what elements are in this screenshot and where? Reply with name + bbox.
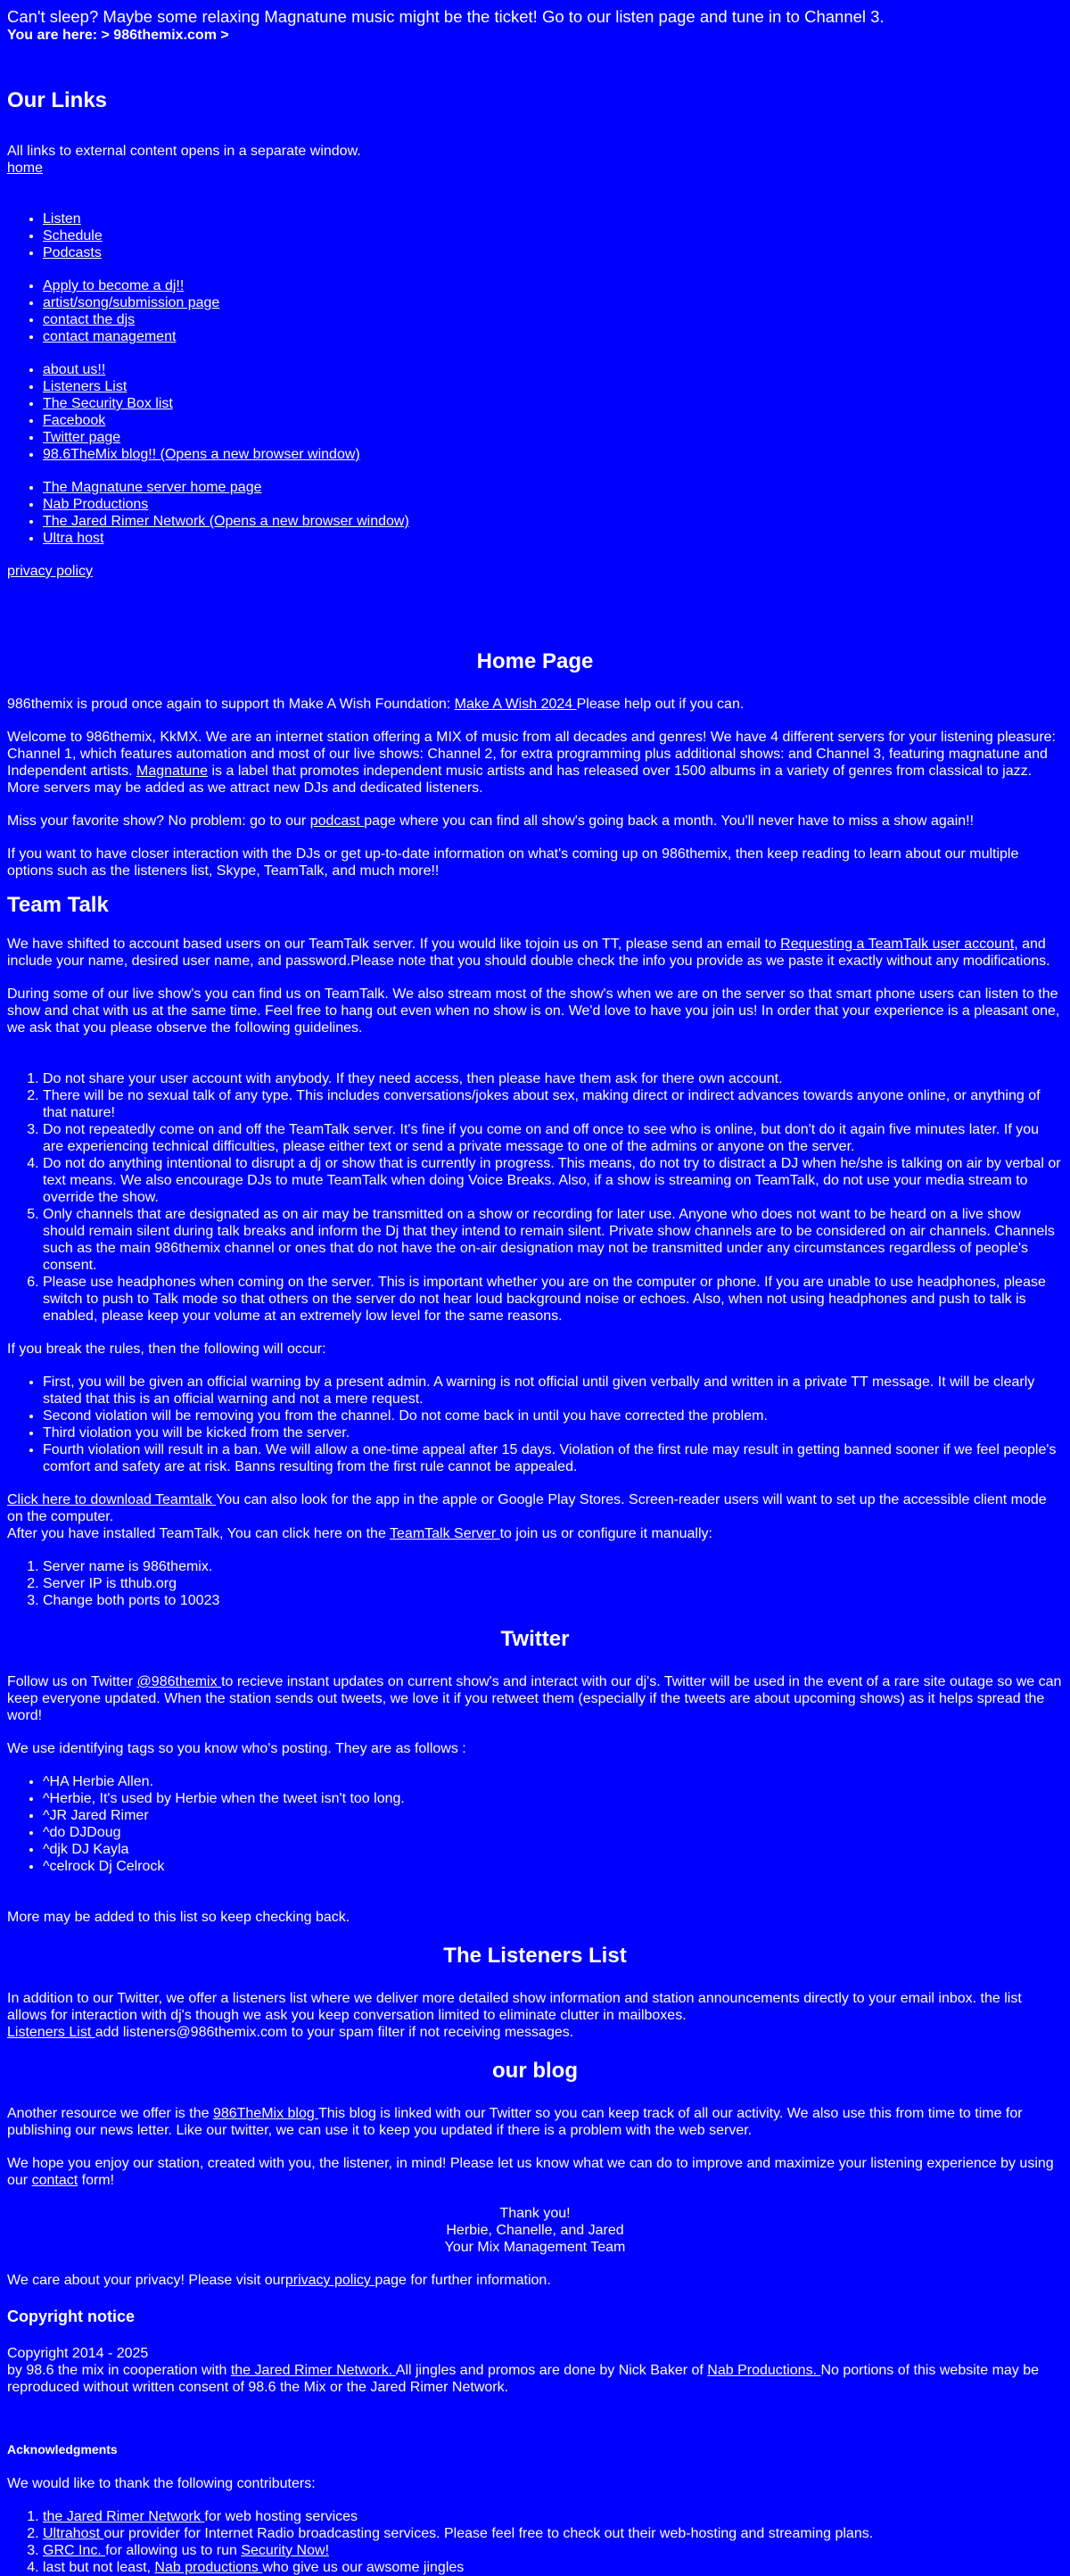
penalty-item: • Second violation will be removing you from the channel. Do not come back in until you have corrected the problem. [43,1408,1063,1424]
acknowledgments-heading: Acknowledgments [7,2442,118,2456]
privacy-policy-link[interactable]: privacy policy [7,564,94,579]
contact-paragraph: We hope you enjoy our station, created with you, the listener, in mind! Please let us know what we can do to improve and maximize your listening experience by using our contact form! [7,2156,1054,2188]
download-teamtalk-link[interactable]: Click here to download Teamtalk [7,1492,217,1507]
penalty-item: • Third violation you will be kicked from the server. [43,1424,1063,1441]
contributor-jared-rimer-link[interactable]: the Jared Rimer Network [43,2509,205,2524]
our-links-heading: Our Links [7,88,108,112]
twitter-heading: Twitter [500,1627,570,1651]
nav-group-partners [7,479,1063,547]
nav-item [43,378,1063,395]
rule-item: 1. Do not share your user account with anybody. If they need access, then please have them ask for there own account. [43,1070,1063,1087]
listeners-list-link[interactable]: Listeners List [7,2025,95,2040]
home-link[interactable]: home [7,161,44,176]
contributor-grc-link[interactable]: GRC Inc. [43,2543,106,2558]
contributor-ultrahost-link[interactable]: Ultrahost [43,2526,104,2541]
podcast-link[interactable]: podcast [309,813,365,829]
config-item: 3. Change both ports to 10023 [43,1592,1063,1609]
welcome-paragraph: Welcome to 986themix, KkMX. We are an internet station offering a MIX of music from all decades and genres! We have 4 different servers for your listening pleasure: Channel 1, which features automation and most of our live shows: Channel 2, for extra programming plus additional shows: and Channel 3, featuring magnatune and Independent artists. Magnatune is a label that promotes independent music artists and has released over 1500 albums in a variety of genres from classical to jazz. More servers may be added as we attract new DJs and dedicated listeners. [7,730,1056,796]
nav-item [43,513,1063,530]
tag-item: • ^Herbie, It's used by Herbie when the tweet isn't too long. [43,1790,1063,1807]
jared-rimer-network-link[interactable]: the Jared Rimer Network. [230,2363,396,2378]
nav-item [43,412,1063,429]
breadcrumb: You are here: > 986themix.com > [7,28,229,43]
config-item: 2. Server IP is tthub.org [43,1575,1063,1592]
nav-item-link[interactable]: Twitter page [43,430,121,445]
nav-item [43,479,1063,496]
top-message: Can't sleep? Maybe some relaxing Magnatune music might be the ticket! Go to our listen page and tune in to Channel 3. [7,7,885,26]
nav-item-link[interactable]: artist/song/submission page [43,295,220,310]
external-links-note: All links to external content opens in a separate window. [7,144,361,159]
teamtalk-guidelines-intro: During some of our live show's you can find us on TeamTalk. We also stream most of the show's when we are on the server so that smart phone users can listen to the show and chat with us at the same time. Feel free to hang out even when no show is on. We'd love to have you join us! In order that your experience is a pleasant one, we ask that you please observe the following guidelines. [7,987,1060,1036]
contributor-item: 1. the Jared Rimer Network for web hosting services [43,2508,1063,2525]
blog-heading: our blog [492,2059,578,2083]
nav-item [43,395,1063,412]
rule-item: 5. Only channels that are designated as on air may be transmitted on a show or recording for later use. Anyone who does not want to be heard on a live show should remain silent during talk breaks and inform the Dj that they intend to remain silent. Private show channels are to be considered on air channels. Channels such as the main 986themix channel or ones that do not have the on-air designation may not be transmitted under any circumstances regardless of people's consent. [43,1206,1063,1274]
thank-you-text: Thank you! [499,2206,571,2221]
break-rules-intro: If you break the rules, then the following will occur: [7,1342,326,1357]
twitter-paragraph: Follow us on Twitter @986themix to recieve instant updates on current show's and interact with our dj's. Twitter will be used in the event of a rare site outage so we can keep everyone updated. When the station sends out tweets, we love it if you retweet them (especially if the tweets are about upcoming shows) as it helps spread the word! [7,1674,1062,1723]
signature-names: Herbie, Chanelle, and Jared [446,2223,624,2238]
teamtalk-server-link[interactable]: TeamTalk Server [390,1526,500,1541]
nav-item-link[interactable]: Ultra host [43,531,104,546]
contributor-item: 3. GRC Inc. for allowing us to run Security Now! [43,2542,1063,2559]
nav-item-link[interactable]: The Jared Rimer Network (Opens a new browser window) [43,514,409,529]
nav-group-participate [7,277,1063,345]
management-team-text: Your Mix Management Team [444,2240,626,2255]
nav-item-link[interactable]: The Magnatune server home page [43,480,262,495]
make-a-wish-paragraph: 986themix is proud once again to support th Make A Wish Foundation: Make A Wish 2024 Please help out if you can. [7,697,745,712]
install-paragraph: After you have installed TeamTalk, You can click here on the TeamTalk Server to join us or configure it manually: [7,1526,712,1541]
privacy-paragraph: We care about your privacy! Please visit ourprivacy policy page for further information. [7,2273,551,2288]
nav-item-link[interactable]: Listen [43,211,81,227]
nav-item-link[interactable]: Schedule [43,228,103,244]
listeners-list-heading: The Listeners List [443,1944,627,1968]
rule-item: 4. Do not do anything intentional to disrupt a dj or show that is currently in progress. This means, do not try to distract a DJ when he/she is talking on air by verbal or text means. We also encourage DJs to mute TeamTalk when doing Voice Breaks. Also, if a show is streaming on TeamTalk, do not use your media stream to override the show. [43,1155,1063,1206]
rule-item: 6. Please use headphones when coming on the server. This is important whether you are on the computer or phone. If you are unable to use headphones, please switch to push to Talk mode so that others on the server do not hear loud background noise or echoes. Also, when not using headphones and push to talk is enabled, please keep your volume at an extremely low level for the same reasons. [43,1274,1063,1325]
download-paragraph: Click here to download Teamtalk You can also look for the app in the apple or Google Play Stores. Screen-reader users will want to set up the accessible client mode on the computer. [7,1492,1047,1524]
penalty-item: • Fourth violation will result in a ban. We will allow a one-time appeal after 15 days. Violation of the first rule may result in getting banned sooner if we feel people's comfort and safety are at risk. Banns resulting from the first rule cannot be appealed. [43,1441,1063,1475]
copyright-years: Copyright 2014 - 2025 [7,2346,149,2361]
blog-link[interactable]: 986TheMix blog [212,2106,318,2121]
teamtalk-rules-list [7,1070,1063,1325]
nav-item-link[interactable]: about us!! [43,362,106,377]
listeners-list-paragraph: In addition to our Twitter, we offer a listeners list where we deliver more detailed show information and station announcements directly to your email inbox. the list allows for interaction with dj's though we ask you keep conversation limited to eliminate clutter in mailboxes. [7,1991,1022,2023]
teamtalk-account-paragraph: We have shifted to account based users on our TeamTalk server. If you would like tojoin us on TT, please send an email to Requesting a TeamTalk user account, and include your name, desired user name, and password.Please note that you should double check the info you provide as we paste it exactly without any modifications. [7,937,1050,969]
make-a-wish-link[interactable]: Make A Wish 2024 [454,697,577,712]
tag-item: • ^HA Herbie Allen. [43,1773,1063,1790]
contributor-item: 2. Ultrahost our provider for Internet Radio broadcasting services. Please feel free to check out their web-hosting and streaming plans. [43,2525,1063,2542]
copyright-heading: Copyright notice [7,2308,135,2325]
nav-item [43,244,1063,261]
nav-item [43,446,1063,463]
nav-item [43,328,1063,345]
twitter-tags-list [7,1773,1063,1875]
tag-item: • ^do DJDoug [43,1824,1063,1841]
contributor-item: 4. last but not least, Nab productions who give us our awsome jingles [43,2559,1063,2576]
nav-item [43,429,1063,446]
nav-item-link[interactable]: Nab Productions [43,497,149,512]
home-page-heading: Home Page [476,649,594,673]
nav-item [43,530,1063,547]
more-tags-note: More may be added to this list so keep checking back. [7,1910,350,1925]
copyright-paragraph: by 98.6 the mix in cooperation with the Jared Rimer Network. All jingles and promos are done by Nick Baker of Nab Productions. No portions of this website may be reproduced without written consent of 98.6 the Mix or the Jared Rimer Network. [7,2363,1040,2395]
contributor-nab-link[interactable]: Nab productions [154,2560,263,2575]
tag-item: • ^djk DJ Kayla [43,1841,1063,1858]
podcast-paragraph: Miss your favorite show? No problem: go to our podcast page where you can find all show's going back a month. You'll never have to miss a show again!! [7,813,975,829]
privacy-policy-inline-link[interactable]: privacy policy [284,2273,375,2288]
tags-intro: We use identifying tags so you know who's posting. They are as follows : [7,1741,466,1756]
request-account-link[interactable]: Requesting a TeamTalk user account, [780,937,1018,952]
interaction-paragraph: If you want to have closer interaction with the DJs or get up-to-date information on what's coming up on 986themix, then keep reading to learn about our multiple options such as the listeners list, Skype, TeamTalk, and much more!! [7,846,1019,879]
nav-group-about [7,361,1063,463]
acknowledgments-intro: We would like to thank the following contributers: [7,2476,316,2491]
nav-item [43,227,1063,244]
nav-item [43,294,1063,311]
nav-group-listen [7,211,1063,261]
nav-item [43,211,1063,227]
nav-item [43,496,1063,513]
config-item: 1. Server name is 986themix. [43,1558,1063,1575]
nav-item [43,311,1063,328]
blog-paragraph: Another resource we offer is the 986TheMix blog This blog is linked with our Twitter so you can keep track of all our activity. We also use this from time to time for publishing our news letter. Like our twitter, we can use it to keep you updated if there is a problem with the web server. [7,2106,1023,2138]
nav-item-link[interactable]: contact management [43,329,177,344]
nav-item [43,361,1063,378]
rule-item: 3. Do not repeatedly come on and off the TeamTalk server. It's fine if you come on and off once to see who is online, but don't do it again five minutes later. If you are experiencing technical difficulties, please either text or send a private message to one of the admins or anyone on the server. [43,1121,1063,1155]
rule-item: 2. There will be no sexual talk of any type. This includes conversations/jokes about sex, making direct or indirect advances towards anyone online, or anything of that nature! [43,1087,1063,1121]
penalties-list [7,1374,1063,1475]
security-now-link[interactable]: Security Now! [241,2543,330,2558]
nav-item-link[interactable]: Apply to become a dj!! [43,278,185,293]
nav-item-link[interactable]: Podcasts [43,245,102,260]
team-talk-heading: Team Talk [7,893,109,917]
server-config-list [7,1558,1063,1609]
nav-item-link[interactable]: Listeners List [43,379,128,394]
nav-item-link[interactable]: contact the djs [43,312,136,327]
nav-item-link[interactable]: Facebook [43,413,106,428]
nav-item [43,277,1063,294]
tag-item: • ^JR Jared Rimer [43,1807,1063,1824]
penalty-item: • First, you will be given an official warning by a present admin. A warning is not official until given verbally and written in a private TT message. It will be clearly stated that this is an official warning and not a mere request. [43,1374,1063,1408]
nab-productions-link[interactable]: Nab Productions. [707,2363,821,2378]
nav-item-link[interactable]: The Security Box list [43,396,173,411]
magnatune-link[interactable]: Magnatune [136,764,209,779]
contact-link[interactable]: contact [31,2173,78,2188]
nav-item-link[interactable]: 98.6TheMix blog!! (Opens a new browser window) [43,447,360,462]
tag-item: • ^celrock Dj Celrock [43,1858,1063,1875]
twitter-handle-link[interactable]: @986themix [136,1674,222,1689]
listeners-list-spam-note: Listeners List add listeners@986themix.com to your spam filter if not receiving messages. [7,2025,574,2040]
contributors-list [7,2508,1063,2576]
